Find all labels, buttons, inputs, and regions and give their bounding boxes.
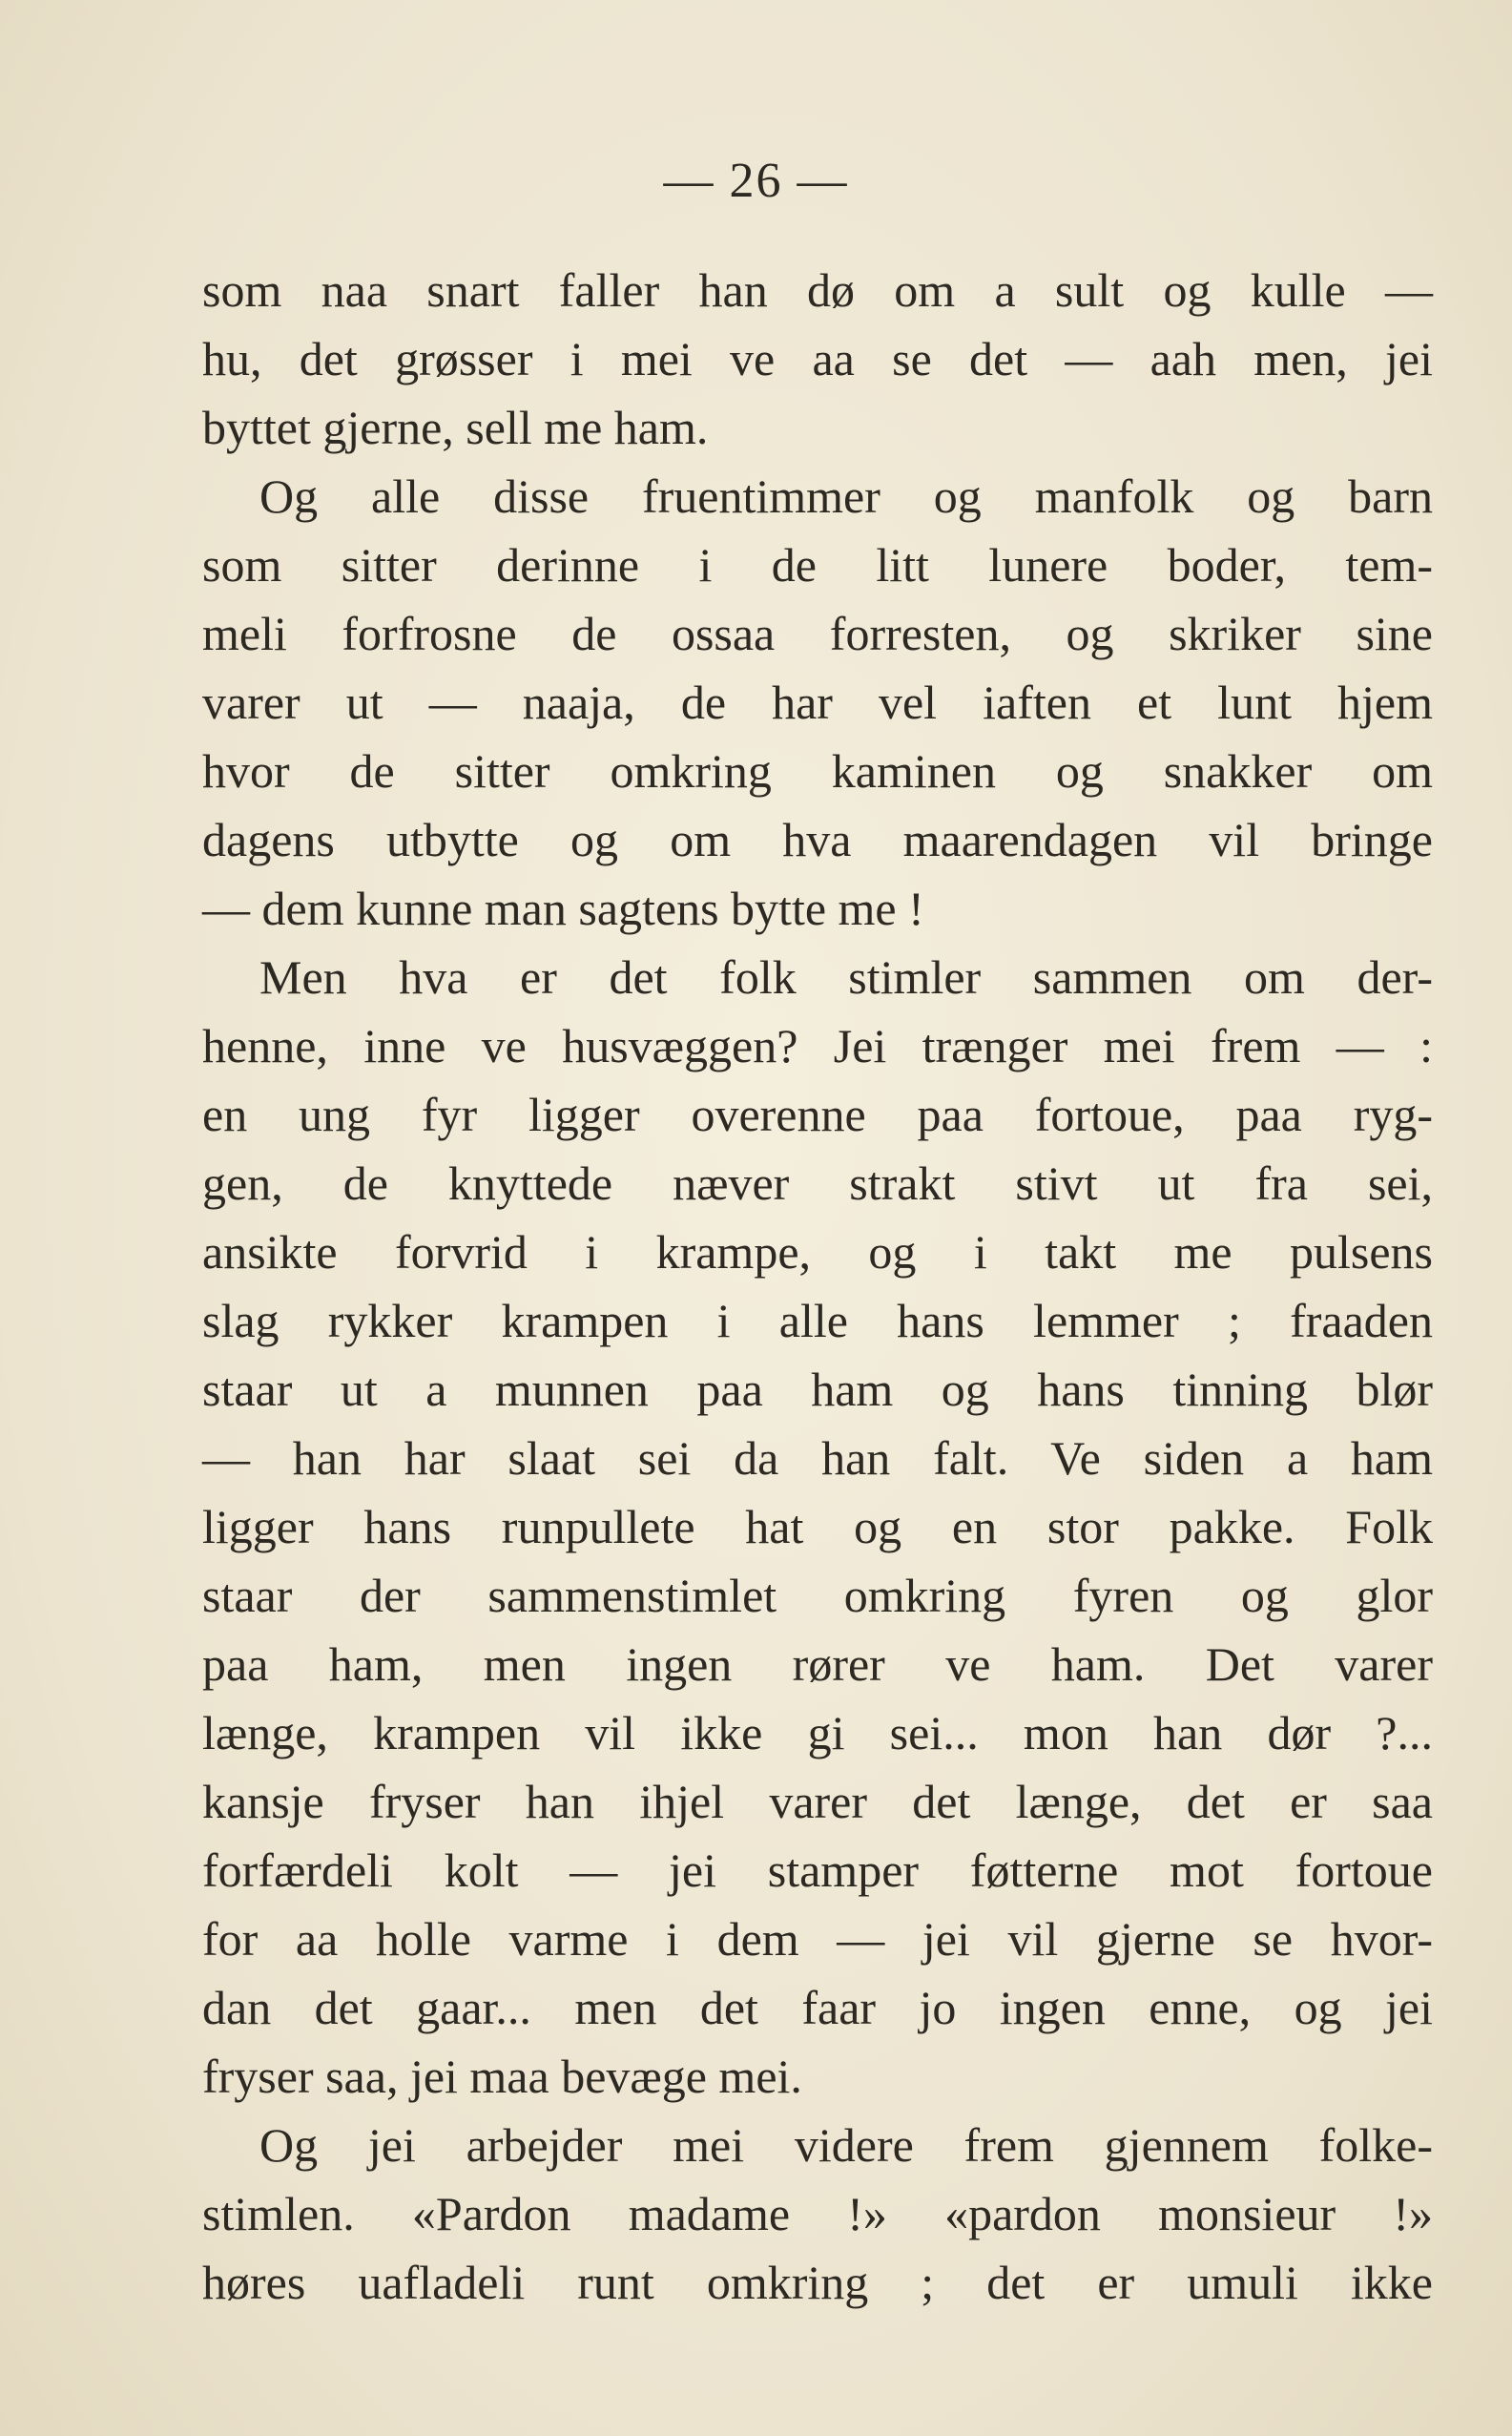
page-number: — 26 —	[663, 154, 849, 208]
text-line: fryser saa, jei maa bevæge mei.	[202, 2050, 802, 2103]
text-line: forfærdeli kolt — jei stamper føtterne mot fortoue	[202, 1843, 1433, 1897]
text-line: meli forfrosne de ossaa forresten, og skriker sine	[202, 607, 1433, 660]
text-line: — dem kunne man sagtens bytte me !	[202, 882, 924, 935]
text-line: stimlen. «Pardon madame !» «pardon monsieur !»	[202, 2187, 1433, 2240]
text-line: — han har slaat sei da han falt. Ve siden a ham	[202, 1431, 1433, 1485]
text-line: som naa snart faller han dø om a sult og kulle —	[202, 263, 1433, 317]
body-text	[202, 256, 1433, 2317]
text-line: staar ut a munnen paa ham og hans tinning blør	[202, 1363, 1433, 1416]
text-line: ansikte forvrid i krampe, og i takt me pulsens	[202, 1225, 1433, 1279]
text-line: hvor de sitter omkring kaminen og snakker om	[202, 744, 1433, 798]
text-line: for aa holle varme i dem — jei vil gjerne se hvor-	[202, 1912, 1433, 1966]
text-line: som sitter derinne i de litt lunere boder, tem-	[202, 538, 1433, 592]
text-line: henne, inne ve husvæggen? Jei trænger mei frem — :	[202, 1019, 1433, 1072]
text-line: byttet gjerne, sell me ham.	[202, 401, 709, 454]
text-line: dan det gaar... men det faar jo ingen enne, og jei	[202, 1981, 1433, 2034]
text-line: kansje fryser han ihjel varer det længe, det er saa	[202, 1775, 1433, 1828]
text-line: høres uafladeli runt omkring ; det er umuli ikke	[202, 2256, 1433, 2309]
text-line: gen, de knyttede næver strakt stivt ut fra sei,	[202, 1156, 1433, 1210]
text-line: Og jei arbejder mei videre frem gjennem folke-	[259, 2118, 1433, 2172]
text-line: slag rykker krampen i alle hans lemmer ; fraaden	[202, 1294, 1433, 1347]
text-line: hu, det grøsser i mei ve aa se det — aah men, jei	[202, 332, 1433, 385]
text-line: længe, krampen vil ikke gi sei... mon han dør ?...	[202, 1706, 1433, 1759]
text-line: staar der sammenstimlet omkring fyren og glor	[202, 1569, 1433, 1622]
text-line: varer ut — naaja, de har vel iaften et lunt hjem	[202, 676, 1433, 729]
text-line: paa ham, men ingen rører ve ham. Det varer	[202, 1637, 1433, 1691]
text-line: Og alle disse fruentimmer og manfolk og barn	[259, 469, 1433, 523]
text-line: en ung fyr ligger overenne paa fortoue, paa ryg-	[202, 1088, 1433, 1141]
text-line: dagens utbytte og om hva maarendagen vil bringe	[202, 813, 1433, 866]
text-line: Men hva er det folk stimler sammen om der-	[259, 950, 1433, 1004]
text-line: ligger hans runpullete hat og en stor pakke. Folk	[202, 1500, 1433, 1553]
